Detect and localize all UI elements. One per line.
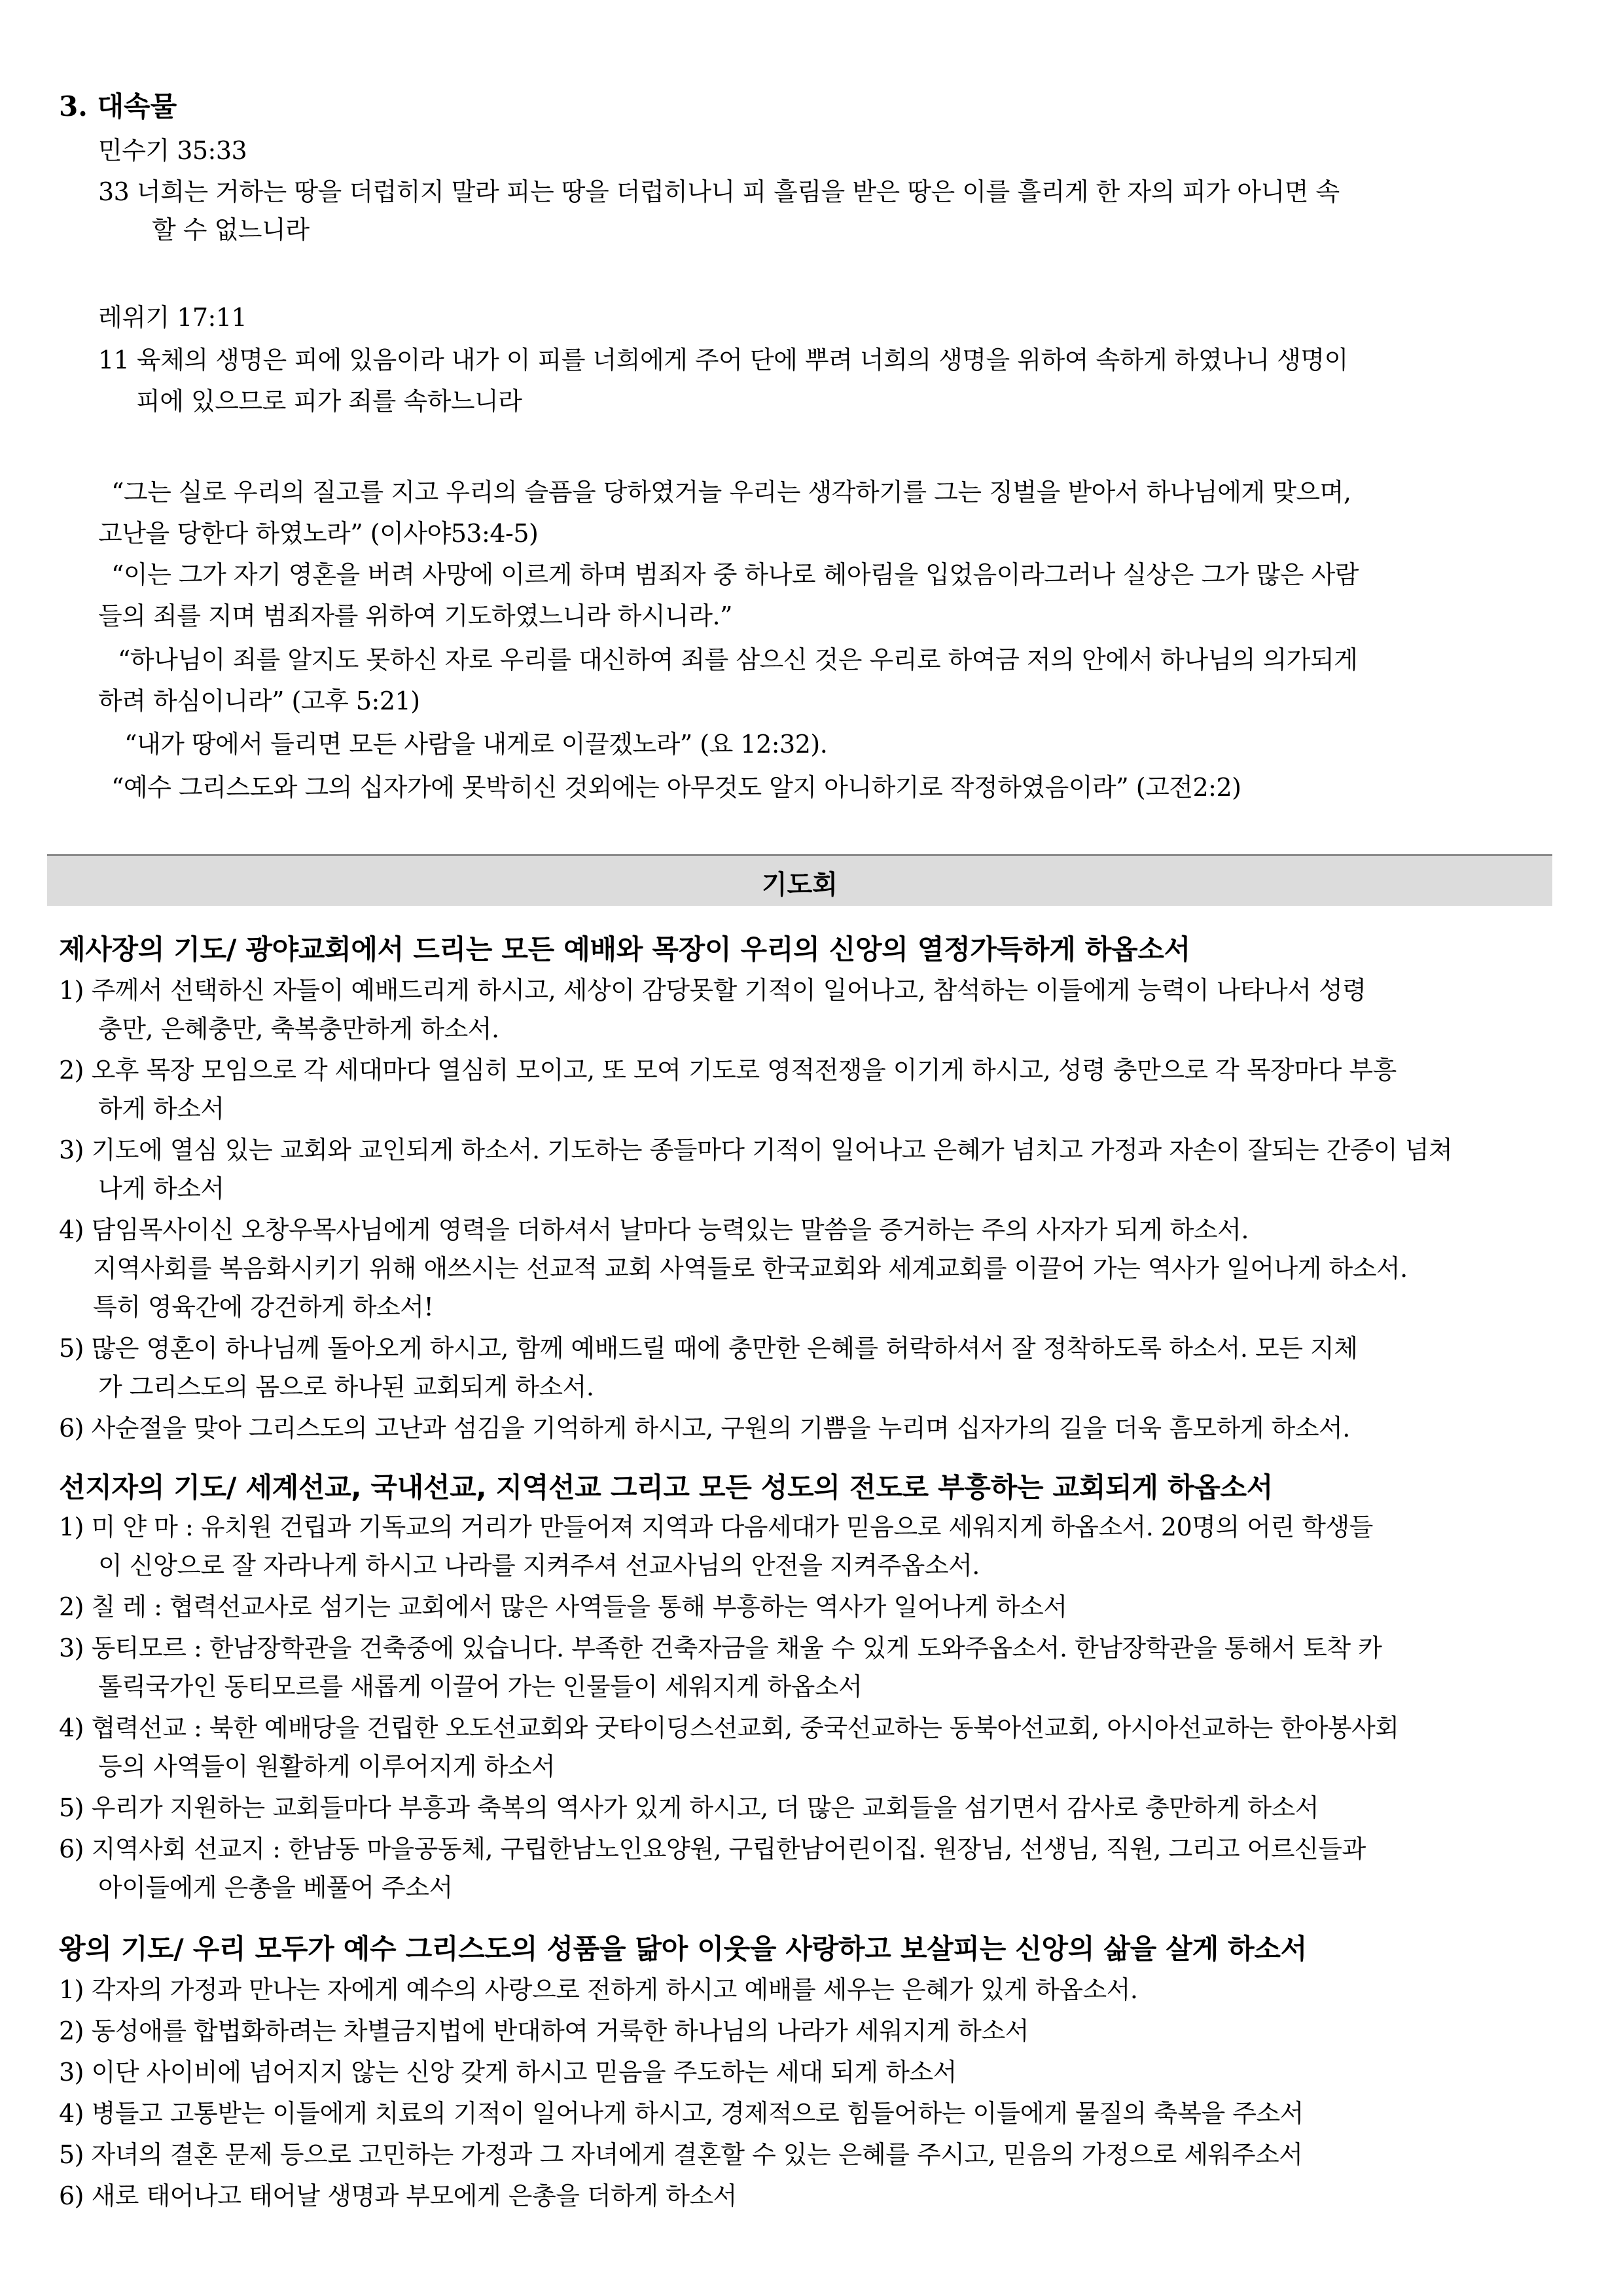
prayer-item-line: 하게 하소서 (98, 1094, 224, 1123)
prayer-item-line: 특히 영육간에 강건하게 하소서! (93, 1293, 434, 1321)
prayer-heading-king: 왕의 기도/ 우리 모두가 예수 그리스도의 성품을 닮아 이웃을 사랑하고 보살피는 신앙의 삶을 살게 하소서 (59, 1933, 1307, 1965)
quote-line: “이는 그가 자기 영혼을 버려 사망에 이르게 하며 범죄자 중 하나로 헤아림을 입었음이라그러나 실상은 그가 많은 사람 (111, 560, 1359, 589)
prayer-heading-priest: 제사장의 기도/ 광야교회에서 드리는 모든 예배와 목장이 우리의 신앙의 열정가득하게 하옵소서 (59, 933, 1190, 965)
section-title-atonement: 3. 대속물 (59, 90, 177, 122)
quote-line: 들의 죄를 지며 범죄자를 위하여 기도하였느니라 하시니라.” (98, 601, 732, 630)
prayer-item-line: 이 신앙으로 잘 자라나게 하시고 나라를 지켜주셔 선교사님의 안전을 지켜주옵소서. (98, 1551, 980, 1580)
prayer-item-line: 톨릭국가인 동티모르를 새롭게 이끌어 가는 인물들이 세워지게 하옵소서 (98, 1672, 863, 1701)
scripture-verse-line: 할 수 없느니라 (152, 215, 310, 244)
quote-line: “내가 땅에서 들리면 모든 사람을 내게로 이끌겠노라” (요 12:32). (124, 730, 828, 759)
scripture-verse-line: 11 육체의 생명은 피에 있음이라 내가 이 피를 너희에게 주어 단에 뿌려 너희의 생명을 위하여 속하게 하였나니 생명이 (98, 346, 1348, 374)
prayer-item-line: 4) 협력선교 : 북한 예배당을 건립한 오도선교회와 굿타이딩스선교회, 중국선교하는 동북아선교회, 아시아선교하는 한아봉사회 (59, 1713, 1399, 1742)
prayer-item-line: 나게 하소서 (98, 1174, 224, 1203)
prayer-item-line: 1) 각자의 가정과 만나는 자에게 예수의 사랑으로 전하게 하시고 예배를 세우는 은혜가 있게 하옵소서. (59, 1975, 1138, 2004)
prayer-item-line: 5) 우리가 지원하는 교회들마다 부흥과 축복의 역사가 있게 하시고, 더 많은 교회들을 섬기면서 감사로 충만하게 하소서 (59, 1793, 1319, 1822)
prayer-item-line: 충만, 은혜충만, 축복충만하게 하소서. (98, 1014, 499, 1043)
prayer-item-line: 아이들에게 은총을 베풀어 주소서 (98, 1873, 453, 1902)
prayer-item-line: 5) 자녀의 결혼 문제 등으로 고민하는 가정과 그 자녀에게 결혼할 수 있는 은혜를 주시고, 믿음의 가정으로 세워주소서 (59, 2140, 1303, 2169)
prayer-item-line: 가 그리스도의 몸으로 하나된 교회되게 하소서. (98, 1372, 594, 1401)
quote-line: 고난을 당한다 하였노라” (이사야53:4-5) (98, 519, 539, 548)
scripture-reference: 민수기 35:33 (98, 136, 247, 165)
section-band-prayer-meeting (47, 854, 1552, 906)
quote-line: 하려 하심이니라” (고후 5:21) (98, 687, 420, 715)
quote-line: “예수 그리스도와 그의 십자가에 못박히신 것외에는 아무것도 알지 아니하기로 작정하였음이라” (고전2:2) (111, 773, 1241, 802)
prayer-item-line: 3) 동티모르 : 한남장학관을 건축중에 있습니다. 부족한 건축자금을 채울 수 있게 도와주옵소서. 한남장학관을 통해서 토착 카 (59, 1634, 1382, 1662)
prayer-item-line: 2) 칠 레 : 협력선교사로 섬기는 교회에서 많은 사역들을 통해 부흥하는 역사가 일어나게 하소서 (59, 1592, 1067, 1621)
prayer-item-line: 3) 이단 사이비에 넘어지지 않는 신앙 갖게 하시고 믿음을 주도하는 세대 되게 하소서 (59, 2058, 957, 2087)
prayer-item-line: 지역사회를 복음화시키기 위해 애쓰시는 선교적 교회 사역들로 한국교회와 세계교회를 이끌어 가는 역사가 일어나게 하소서. (93, 1254, 1408, 1283)
scripture-verse-line: 33 너희는 거하는 땅을 더럽히지 말라 피는 땅을 더럽히나니 피 흘림을 받은 땅은 이를 흘리게 한 자의 피가 아니면 속 (98, 177, 1340, 206)
prayer-item-line: 6) 새로 태어나고 태어날 생명과 부모에게 은총을 더하게 하소서 (59, 2181, 737, 2210)
prayer-item-line: 4) 병들고 고통받는 이들에게 치료의 기적이 일어나게 하시고, 경제적으로 힘들어하는 이들에게 물질의 축복을 주소서 (59, 2099, 1304, 2128)
quote-line: “그는 실로 우리의 질고를 지고 우리의 슬픔을 당하였거늘 우리는 생각하기를 그는 징벌을 받아서 하나님에게 맞으며, (111, 478, 1351, 507)
prayer-item-line: 6) 지역사회 선교지 : 한남동 마을공동체, 구립한남노인요양원, 구립한남어린이집. 원장님, 선생님, 직원, 그리고 어르신들과 (59, 1835, 1366, 1863)
section-title-prayer-meeting: 기도회 (762, 870, 838, 900)
prayer-item-line: 3) 기도에 열심 있는 교회와 교인되게 하소서. 기도하는 종들마다 기적이 일어나고 은혜가 넘치고 가정과 자손이 잘되는 간증이 넘쳐 (59, 1136, 1453, 1164)
prayer-item-line: 2) 오후 목장 모임으로 각 세대마다 열심히 모이고, 또 모여 기도로 영적전쟁을 이기게 하시고, 성령 충만으로 각 목장마다 부흥 (59, 1056, 1397, 1085)
quote-line: “하나님이 죄를 알지도 못하신 자로 우리를 대신하여 죄를 삼으신 것은 우리로 하여금 저의 안에서 하나님의 의가되게 (118, 645, 1358, 674)
scripture-verse-line: 피에 있으므로 피가 죄를 속하느니라 (136, 387, 522, 416)
prayer-item-line: 1) 미 얀 마 : 유치원 건립과 기독교의 거리가 만들어져 지역과 다음세대가 믿음으로 세워지게 하옵소서. 20명의 어린 학생들 (59, 1513, 1373, 1541)
prayer-item-line: 5) 많은 영혼이 하나님께 돌아오게 하시고, 함께 예배드릴 때에 충만한 은혜를 허락하셔서 잘 정착하도록 하소서. 모든 지체 (59, 1334, 1358, 1363)
prayer-item-line: 등의 사역들이 원활하게 이루어지게 하소서 (98, 1752, 556, 1781)
prayer-item-line: 2) 동성애를 합법화하려는 차별금지법에 반대하여 거룩한 하나님의 나라가 세워지게 하소서 (59, 2017, 1029, 2045)
prayer-heading-prophet: 선지자의 기도/ 세계선교, 국내선교, 지역선교 그리고 모든 성도의 전도로 부흥하는 교회되게 하옵소서 (59, 1471, 1274, 1503)
prayer-item-line: 4) 담임목사이신 오창우목사님에게 영력을 더하셔서 날마다 능력있는 말씀을 증거하는 주의 사자가 되게 하소서. (59, 1215, 1249, 1244)
prayer-item-line: 1) 주께서 선택하신 자들이 예배드리게 하시고, 세상이 감당못할 기적이 일어나고, 참석하는 이들에게 능력이 나타나서 성령 (59, 976, 1366, 1005)
scripture-reference: 레위기 17:11 (98, 303, 247, 332)
prayer-item-line: 6) 사순절을 맞아 그리스도의 고난과 섬김을 기억하게 하시고, 구원의 기쁨을 누리며 십자가의 길을 더욱 흠모하게 하소서. (59, 1414, 1350, 1443)
